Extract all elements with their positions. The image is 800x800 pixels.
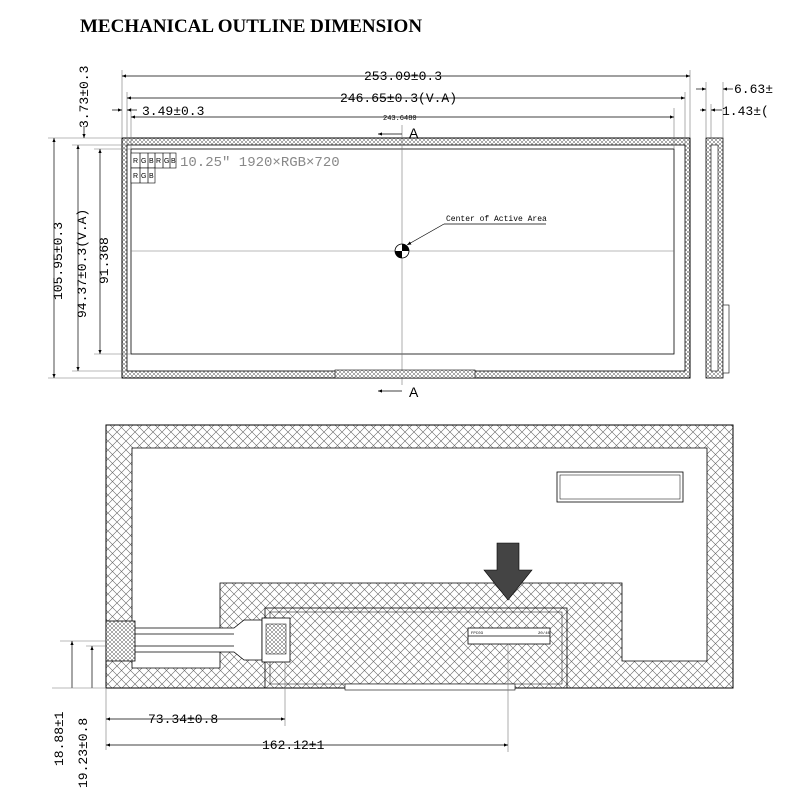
pixel-b-3: B: [149, 173, 154, 180]
page-title: MECHANICAL OUTLINE DIMENSION: [80, 16, 423, 37]
pixel-g-2: G: [164, 158, 170, 165]
dim-thickness: 6.63±: [734, 82, 774, 97]
spec-label: 10.25" 1920×RGB×720: [180, 155, 340, 171]
dim-fpc-pos-1: 73.34±0.8: [148, 712, 219, 727]
dim-top-offset: 3.73±0.3: [77, 65, 92, 128]
pixel-g-3: G: [141, 173, 147, 180]
connector-left-label: FPC03: [471, 632, 484, 636]
side-view: [696, 82, 773, 378]
pixel-b-2: B: [171, 158, 176, 165]
fpc-end: [106, 621, 135, 661]
dim-va-width: 246.65±0.3(V.A): [340, 91, 458, 106]
label-box: [557, 472, 683, 502]
front-view: [48, 66, 690, 400]
center-label: Center of Active Area: [446, 215, 547, 224]
dim-total-width: 253.09±0.3: [364, 69, 443, 84]
section-marker-top: A: [409, 125, 419, 141]
dim-left-offset: 3.49±0.3: [142, 104, 205, 119]
dim-aa-width: 243.6480: [383, 115, 417, 123]
pixel-r-3: R: [133, 173, 139, 180]
dim-va-height: 94.37±0.3(V.A): [75, 208, 90, 318]
dim-fpc-height-2: 19.23±0.8: [76, 717, 91, 788]
pixel-b-1: B: [149, 158, 154, 165]
section-marker-bottom: A: [409, 384, 419, 400]
dim-total-height: 105.95±0.3: [51, 221, 66, 300]
dim-aa-height: 91.368: [97, 237, 112, 284]
dim-glass: 1.43±(: [722, 104, 769, 119]
pixel-g-1: G: [141, 158, 147, 165]
pixel-r-1: R: [133, 158, 139, 165]
dim-fpc-pos-2: 162.12±1: [262, 738, 325, 753]
dim-fpc-height-1: 18.88±1: [52, 711, 67, 766]
pixel-r-2: R: [156, 158, 162, 165]
bottom-tab: [335, 370, 475, 378]
connector-right-label: 20/40: [538, 632, 551, 636]
back-view: [52, 425, 733, 788]
